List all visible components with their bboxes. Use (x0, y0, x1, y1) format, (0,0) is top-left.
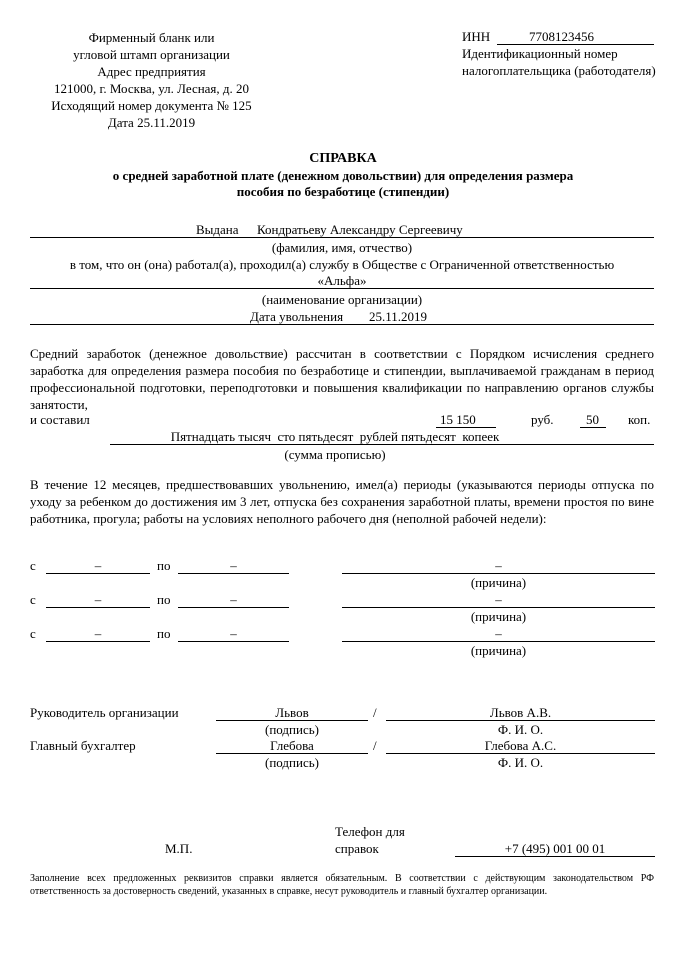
footer-note: Заполнение всех предложенных реквизитов справки является обязательным. В соответствии с действующим законодательством РФ ответственность за достоверность сведений, указанных в справке, несут руководитель и главный бухгалтер организации. (30, 873, 654, 897)
period-to-value: – (230, 626, 237, 641)
period-reason-caption: (причина) (470, 643, 527, 658)
period-to-underline (178, 573, 289, 574)
head-full-name: Львов А.В. (489, 705, 552, 720)
salary-kopecks: 50 (586, 412, 599, 427)
period-to-underline (178, 641, 289, 642)
document-subtitle: о средней заработной плате (денежном довольствии) для определения размера (112, 168, 574, 183)
rubles-underline (436, 427, 496, 428)
signature-caption: (подпись) (265, 722, 319, 737)
kopecks-label: коп. (628, 412, 651, 427)
period-reason: – (495, 592, 502, 607)
salary-in-words: Пятнадцать тысяч сто пятьдесят рублей пятьдесят копеек (170, 429, 500, 444)
phone-label: справок (335, 841, 379, 856)
phone-label: Телефон для (335, 824, 405, 839)
dismissal-date: 25.11.2019 (369, 309, 428, 324)
document-date: Дата 25.11.2019 (107, 115, 196, 130)
name-caption: Ф. И. О. (497, 722, 544, 737)
outgoing-number: Исходящий номер документа № 125 (51, 98, 252, 113)
salary-words-underline (110, 444, 654, 445)
accountant-name-underline (386, 753, 655, 754)
head-label: Руководитель организации (30, 705, 179, 720)
inn-underline (497, 44, 654, 45)
period-reason-underline (342, 607, 655, 608)
period-to-label: по (157, 626, 171, 641)
signature-separator: / (373, 705, 377, 720)
period-to-label: по (157, 592, 171, 607)
periods-paragraph: В течение 12 месяцев, предшествовавших увольнению, имел(а) периоды (указываются периоды отпуска по уходу за ребенком до достижения им 3 лет, отпуска без сохранения заработной платы, времени простоя по вине работника, прогула; работы на условиях неполного рабочего дня (неполной рабочей недели): (30, 477, 654, 526)
inn-value: 7708123456 (529, 29, 594, 44)
name-caption: Ф. И. О. (497, 755, 544, 770)
period-reason-caption: (причина) (470, 609, 527, 624)
head-signature-underline (216, 720, 368, 721)
period-reason: – (495, 558, 502, 573)
name-caption: (фамилия, имя, отчество) (271, 240, 413, 255)
period-reason: – (495, 626, 502, 641)
salary-rubles: 15 150 (440, 412, 476, 427)
signature-caption: (подпись) (265, 755, 319, 770)
letterhead-line: Фирменный бланк или (88, 30, 215, 45)
period-to-value: – (230, 592, 237, 607)
period-to-label: по (157, 558, 171, 573)
dismissal-label: Дата увольнения (250, 309, 344, 324)
document-subtitle: пособия по безработице (стипендии) (236, 184, 450, 199)
period-reason-underline (342, 573, 655, 574)
salary-composed-label: и составил (30, 412, 90, 427)
inn-label: ИНН (462, 29, 491, 44)
period-reason-caption: (причина) (470, 575, 527, 590)
letterhead-block (30, 29, 273, 131)
phone-underline (455, 856, 655, 857)
period-from-label: с (30, 558, 36, 573)
inn-caption: налогоплательщика (работодателя) (462, 63, 656, 78)
period-from-label: с (30, 626, 36, 641)
stamp-place: М.П. (165, 841, 193, 856)
accountant-full-name: Глебова А.С. (484, 738, 557, 753)
issued-label: Выдана (196, 222, 239, 237)
organization-underline (30, 288, 654, 289)
employee-name: Кондратьеву Александру Сергеевичу (257, 222, 463, 237)
phone-number: +7 (495) 001 00 01 (504, 841, 606, 856)
period-from-label: с (30, 592, 36, 607)
period-from-underline (46, 641, 150, 642)
letterhead-line: угловой штамп организации (73, 47, 230, 62)
rubles-label: руб. (531, 412, 554, 427)
inn-caption: Идентификационный номер (462, 46, 618, 61)
head-name-underline (386, 720, 655, 721)
organization-caption: (наименование организации) (261, 292, 423, 307)
salary-words-caption: (сумма прописью) (284, 447, 386, 462)
period-to-value: – (230, 558, 237, 573)
period-reason-underline (342, 641, 655, 642)
document-title: СПРАВКА (309, 151, 377, 166)
head-signature: Львов (275, 705, 309, 720)
dismissal-underline (30, 324, 654, 325)
name-underline (30, 237, 654, 238)
salary-paragraph: Средний заработок (денежное довольствие) рассчитан в соответствии с Порядком исчисления среднего заработка для определения размера пособия по безработице и стипендии, выплачиваемой гражданам в период профессиональной подготовки, переподготовки и повышения квалификации по направлению органов службы занятости, (30, 346, 654, 412)
company-address: 121000, г. Москва, ул. Лесная, д. 20 (53, 81, 250, 96)
period-from-value: – (94, 626, 102, 641)
period-from-value: – (94, 558, 102, 573)
accountant-signature: Глебова (270, 738, 314, 753)
accountant-label: Главный бухгалтер (30, 738, 136, 753)
organization-name: «Альфа» (317, 273, 367, 288)
kopecks-underline (580, 427, 606, 428)
employment-text: в том, что он (она) работал(а), проходил(а) службу в Обществе с Ограниченной ответственностью (69, 257, 615, 272)
period-from-underline (46, 573, 150, 574)
period-to-underline (178, 607, 289, 608)
period-from-value: – (94, 592, 102, 607)
signature-separator: / (373, 738, 377, 753)
period-from-underline (46, 607, 150, 608)
company-address-label: Адрес предприятия (97, 64, 206, 79)
accountant-signature-underline (216, 753, 368, 754)
